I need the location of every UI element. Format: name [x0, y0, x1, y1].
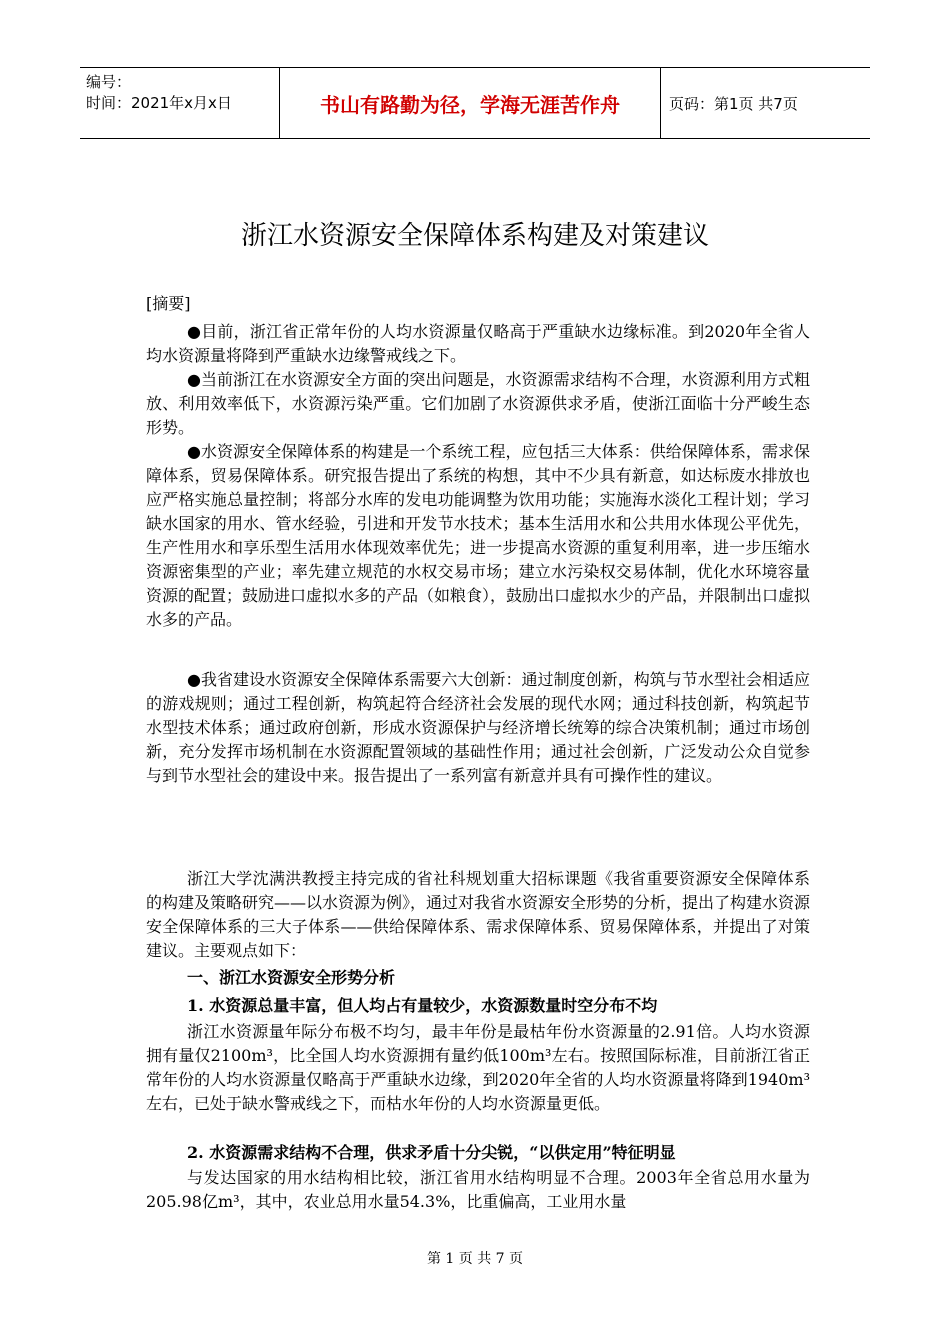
header-meta: [86, 72, 232, 114]
section-heading: 一、浙江水资源安全形势分析: [187, 968, 396, 987]
page-footer: 第 1 页 共 7 页: [426, 1251, 524, 1267]
body-paragraph: 浙江水资源量年际分布极不均匀，最丰年份是最枯年份水资源量的2.91倍。人均水资源拥有量仅2100m³，比全国人均水资源拥有量约低100m³左右。按照国际标准，目前浙江省正常年份的人均水资源量仅略高于严重缺水边缘，到2020年全省的人均水资源量将降到1940m³左右，已处于缺水警戒线之下，而枯水年份的人均水资源量更低。: [146, 1022, 810, 1113]
body-paragraph: 与发达国家的用水结构相比较，浙江省用水结构明显不合理。2003年全省总用水量为205.98亿m³，其中，农业总用水量54.3%，比重偏高，工业用水量: [146, 1168, 810, 1211]
abstract-paragraph: ●当前浙江在水资源安全方面的突出问题是，水资源需求结构不合理，水资源利用方式粗放、利用效率低下，水资源污染严重。它们加剧了水资源供求矛盾，使浙江面临十分严峻生态形势。: [146, 370, 810, 437]
doc-number-label: 编号：: [86, 73, 132, 91]
doc-time-label: 时间：2021年x月x日: [86, 94, 232, 112]
abstract-label: [摘要]: [146, 294, 191, 313]
abstract-paragraph: ●我省建设水资源安全保障体系需要六大创新：通过制度创新，构筑与节水型社会相适应的游戏规则；通过工程创新，构筑起符合经济社会发展的现代水网；通过科技创新，构筑起节水型技术体系；通过政府创新，形成水资源保护与经济增长统筹的综合决策机制；通过市场创新，充分发挥市场机制在水资源配置领域的基础性作用；通过社会创新，广泛发动公众自觉参与到节水型社会的建设中来。报告提出了一系列富有新意并具有可操作性的建议。: [146, 670, 810, 785]
abstract-paragraph: ●目前，浙江省正常年份的人均水资源量仅略高于严重缺水边缘标准。到2020年全省人均水资源量将降到严重缺水边缘警戒线之下。: [146, 322, 810, 365]
intro-paragraph: 浙江大学沈满洪教授主持完成的省社科规划重大招标课题《我省重要资源安全保障体系的构建及策略研究——以水资源为例》，通过对我省水资源安全形势的分析，提出了构建水资源安全保障体系的三大子体系——供给保障体系、需求保障体系、贸易保障体系，并提出了对策建议。主要观点如下：: [146, 869, 811, 960]
subsection-heading: 1. 水资源总量丰富，但人均占有量较少，水资源数量时空分布不均: [187, 996, 658, 1015]
subsection-heading: 2. 水资源需求结构不合理，供求矛盾十分尖锐，“以供定用”特征明显: [187, 1143, 676, 1162]
abstract-paragraph: ●水资源安全保障体系的构建是一个系统工程，应包括三大体系：供给保障体系，需求保障体系，贸易保障体系。研究报告提出了系统的构想，其中不少具有新意，如达标废水排放也应严格实施总量控制；将部分水库的发电功能调整为饮用功能；实施海水淡化工程计划；学习缺水国家的用水、管水经验，引进和开发节水技术；基本生活用水和公共用水体现公平优先，生产性用水和享乐型生活用水体现效率优先；进一步提高水资源的重复利用率，进一步压缩水资源密集型的产业；率先建立规范的水权交易市场；建立水污染权交易体制，优化水环境容量资源的配置；鼓励进口虚拟水多的产品（如粮食），鼓励出口虚拟水少的产品，并限制出口虚拟水多的产品。: [146, 442, 811, 629]
page-header: [80, 67, 870, 139]
header-page-info: 页码：第1页 共7页: [669, 94, 798, 113]
document-title: 浙江水资源安全保障体系构建及对策建议: [240, 221, 709, 251]
header-motto: 书山有路勤为径，学海无涯苦作舟: [320, 92, 620, 117]
header-divider: [660, 68, 661, 138]
